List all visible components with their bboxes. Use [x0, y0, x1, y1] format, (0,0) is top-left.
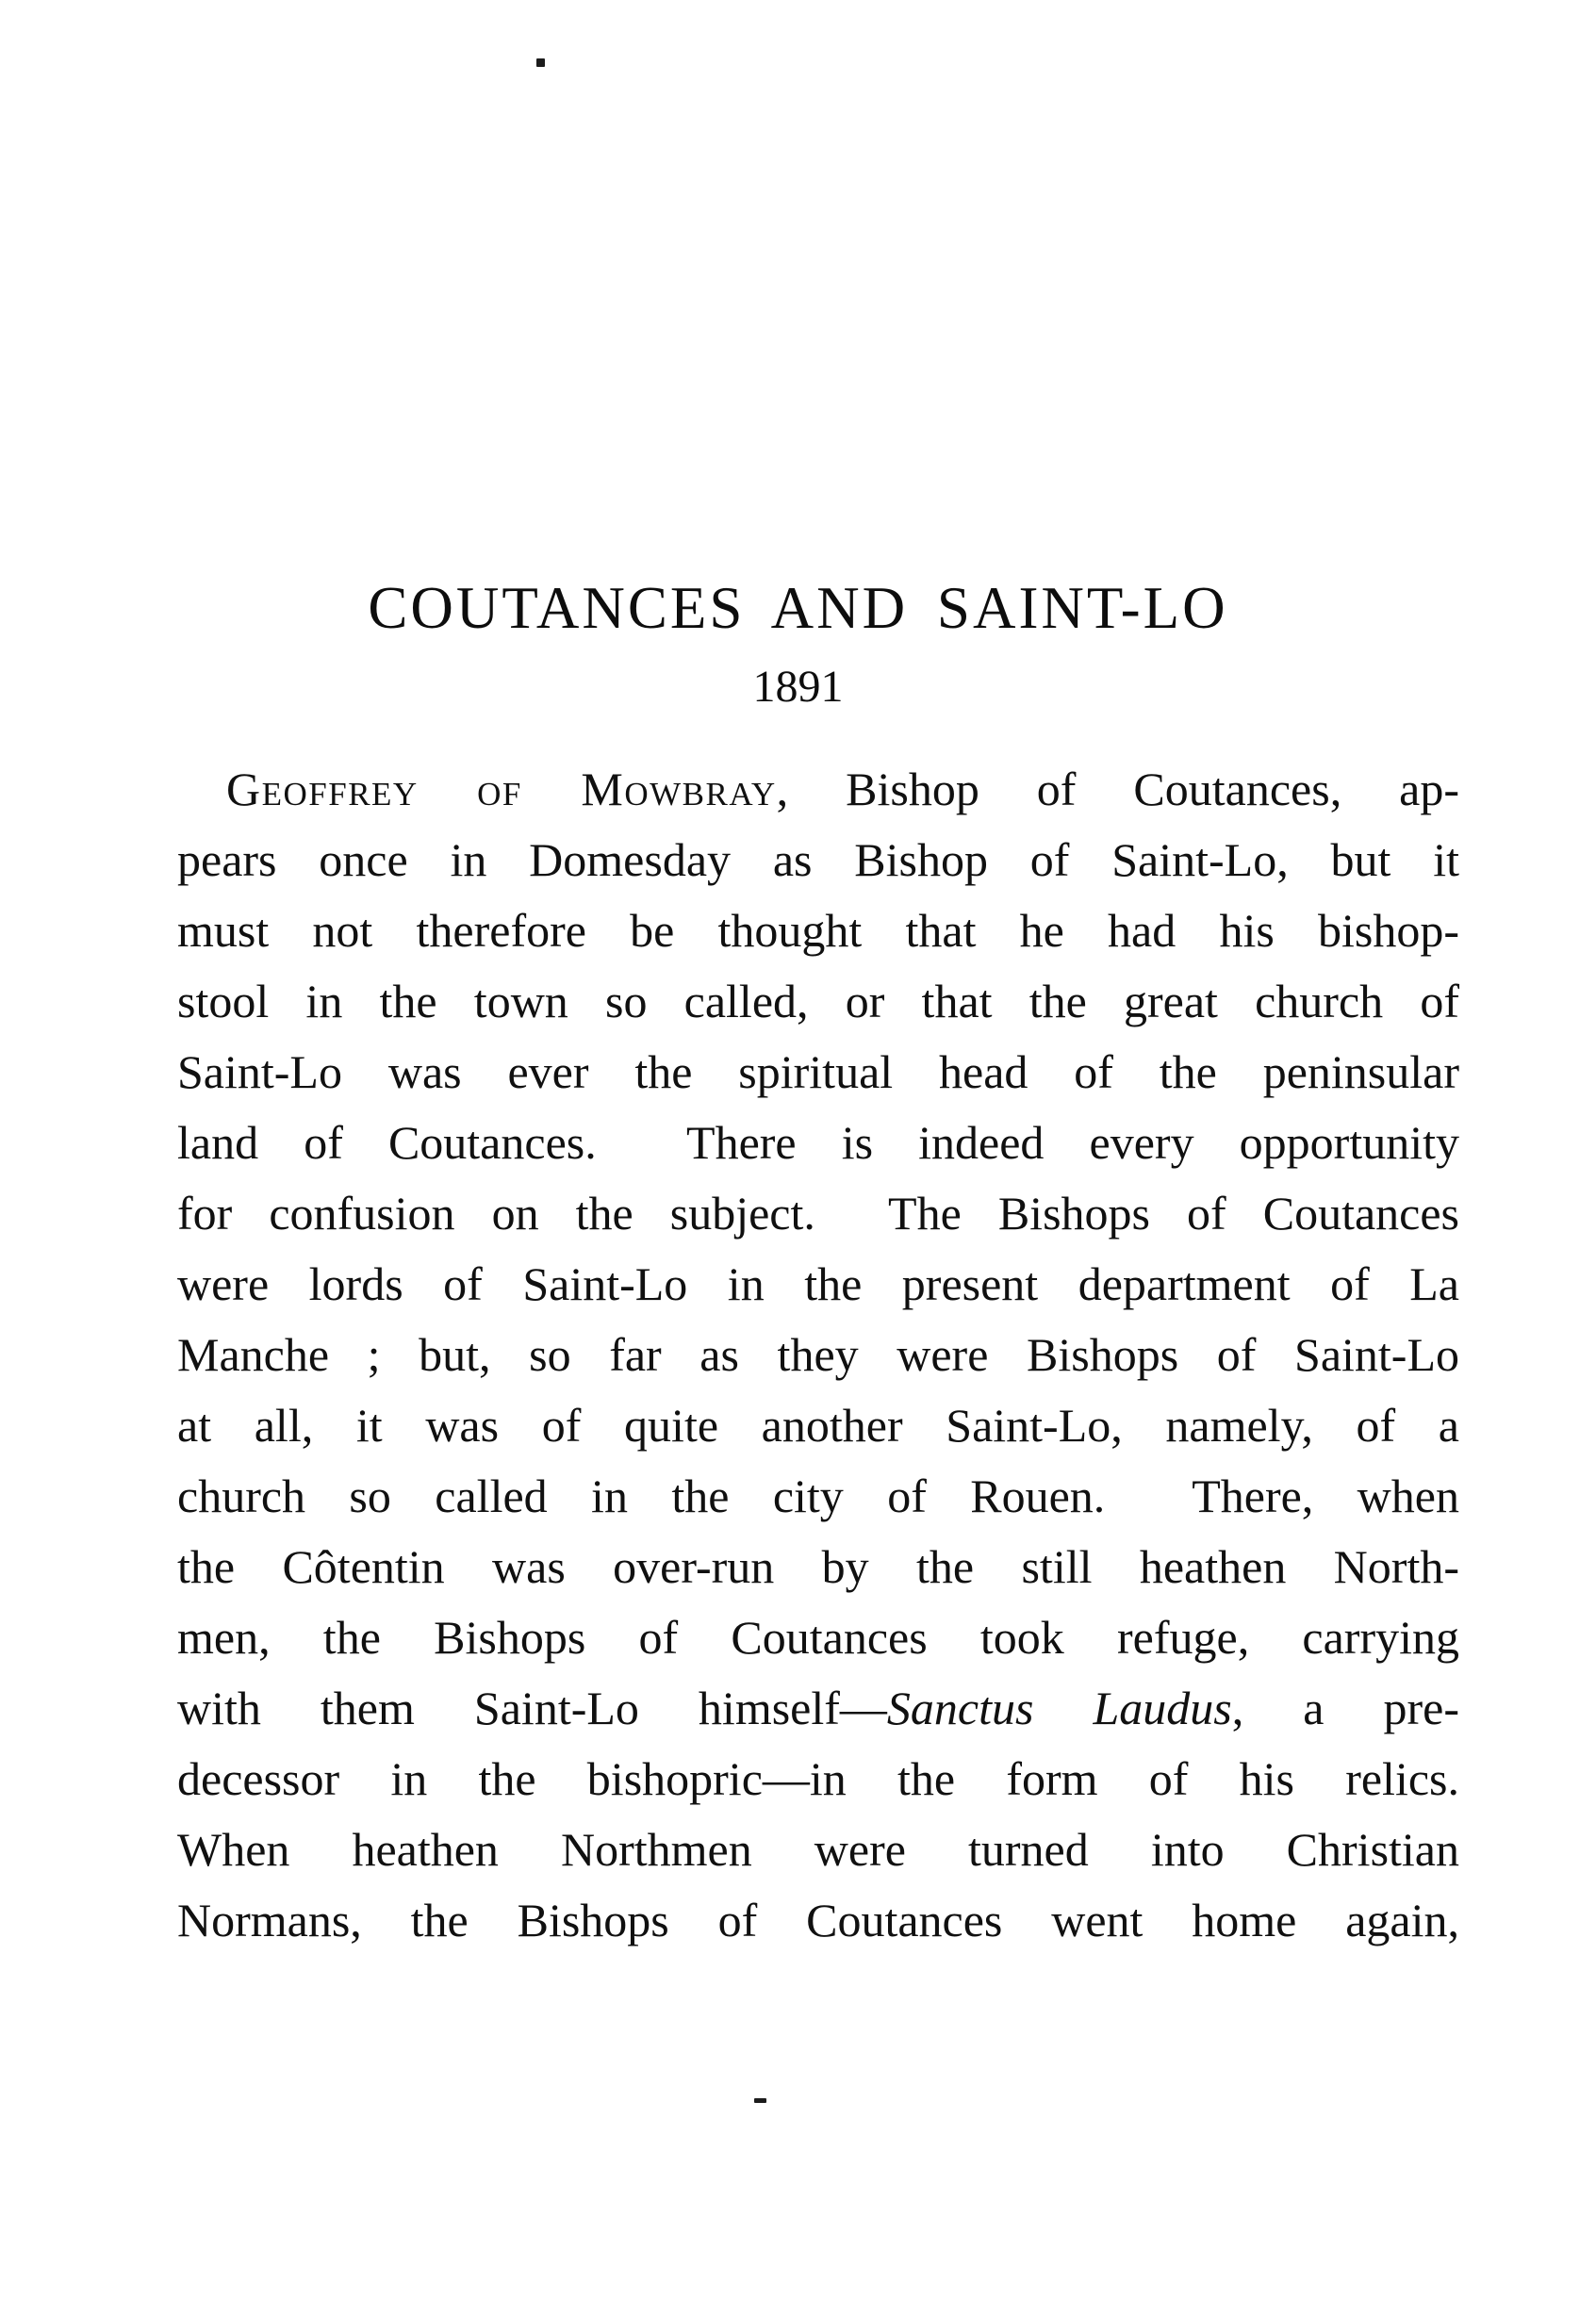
- paragraph: [177, 754, 1459, 1956]
- smallcaps-text: Geoffrey of Mowbray: [226, 763, 777, 815]
- text-line: [177, 1815, 1459, 1885]
- chapter-title: COUTANCES AND SAINT-LO: [368, 575, 1228, 641]
- text-line: [177, 1390, 1459, 1461]
- text-line: [177, 966, 1459, 1037]
- text-segment: When heathen Northmen were turned into Christian: [177, 1823, 1459, 1876]
- text-segment: for confusion on the subject. The Bishops of Coutances: [177, 1187, 1459, 1240]
- text-segment: must not therefore be thought that he had his bishop-: [177, 904, 1459, 957]
- text-segment: decessor in the bishopric—in the form of his relics.: [177, 1752, 1459, 1805]
- text-line: [177, 895, 1459, 966]
- text-segment: , Bishop of Coutances, ap-: [776, 763, 1460, 815]
- text-segment: were lords of Saint-Lo in the present department of La: [177, 1257, 1459, 1310]
- text-segment: the Côtentin was over-run by the still heathen North-: [177, 1540, 1459, 1593]
- text-segment: stool in the town so called, or that the great church of: [177, 975, 1459, 1027]
- text-line: [177, 1178, 1459, 1249]
- text-line: [177, 1037, 1459, 1108]
- text-line: [177, 825, 1459, 895]
- text-segment: land of Coutances. There is indeed every opportunity: [177, 1116, 1459, 1169]
- chapter-year: 1891: [752, 662, 844, 712]
- scan-speck-top: [536, 58, 545, 67]
- text-segment: with them Saint-Lo himself—: [177, 1682, 887, 1734]
- text-segment: Normans, the Bishops of Coutances went home again,: [177, 1894, 1459, 1946]
- text-segment: Saint-Lo was ever the spiritual head of the peninsular: [177, 1045, 1459, 1098]
- text-line: [177, 1673, 1459, 1744]
- text-segment: church so called in the city of Rouen. There, when: [177, 1470, 1459, 1522]
- text-line: [177, 1320, 1459, 1390]
- text-line: [177, 1744, 1459, 1815]
- text-line: [177, 1461, 1459, 1532]
- text-segment: , a pre-: [1231, 1682, 1459, 1734]
- text-line: [177, 1249, 1459, 1320]
- text-segment: Manche ; but, so far as they were Bishops of Saint-Lo: [177, 1328, 1459, 1381]
- text-line: [177, 1885, 1459, 1956]
- text-line: [177, 1532, 1459, 1602]
- text-segment: men, the Bishops of Coutances took refuge, carrying: [177, 1611, 1459, 1664]
- text-segment: at all, it was of quite another Saint-Lo, namely, of a: [177, 1399, 1459, 1452]
- text-segment: pears once in Domesday as Bishop of Saint-Lo, but it: [177, 833, 1459, 886]
- text-line: [177, 754, 1459, 825]
- scan-speck-bottom: [754, 2098, 766, 2103]
- text-line: [177, 1602, 1459, 1673]
- italic-text: Sanctus Laudus: [886, 1682, 1232, 1734]
- text-line: [177, 1108, 1459, 1178]
